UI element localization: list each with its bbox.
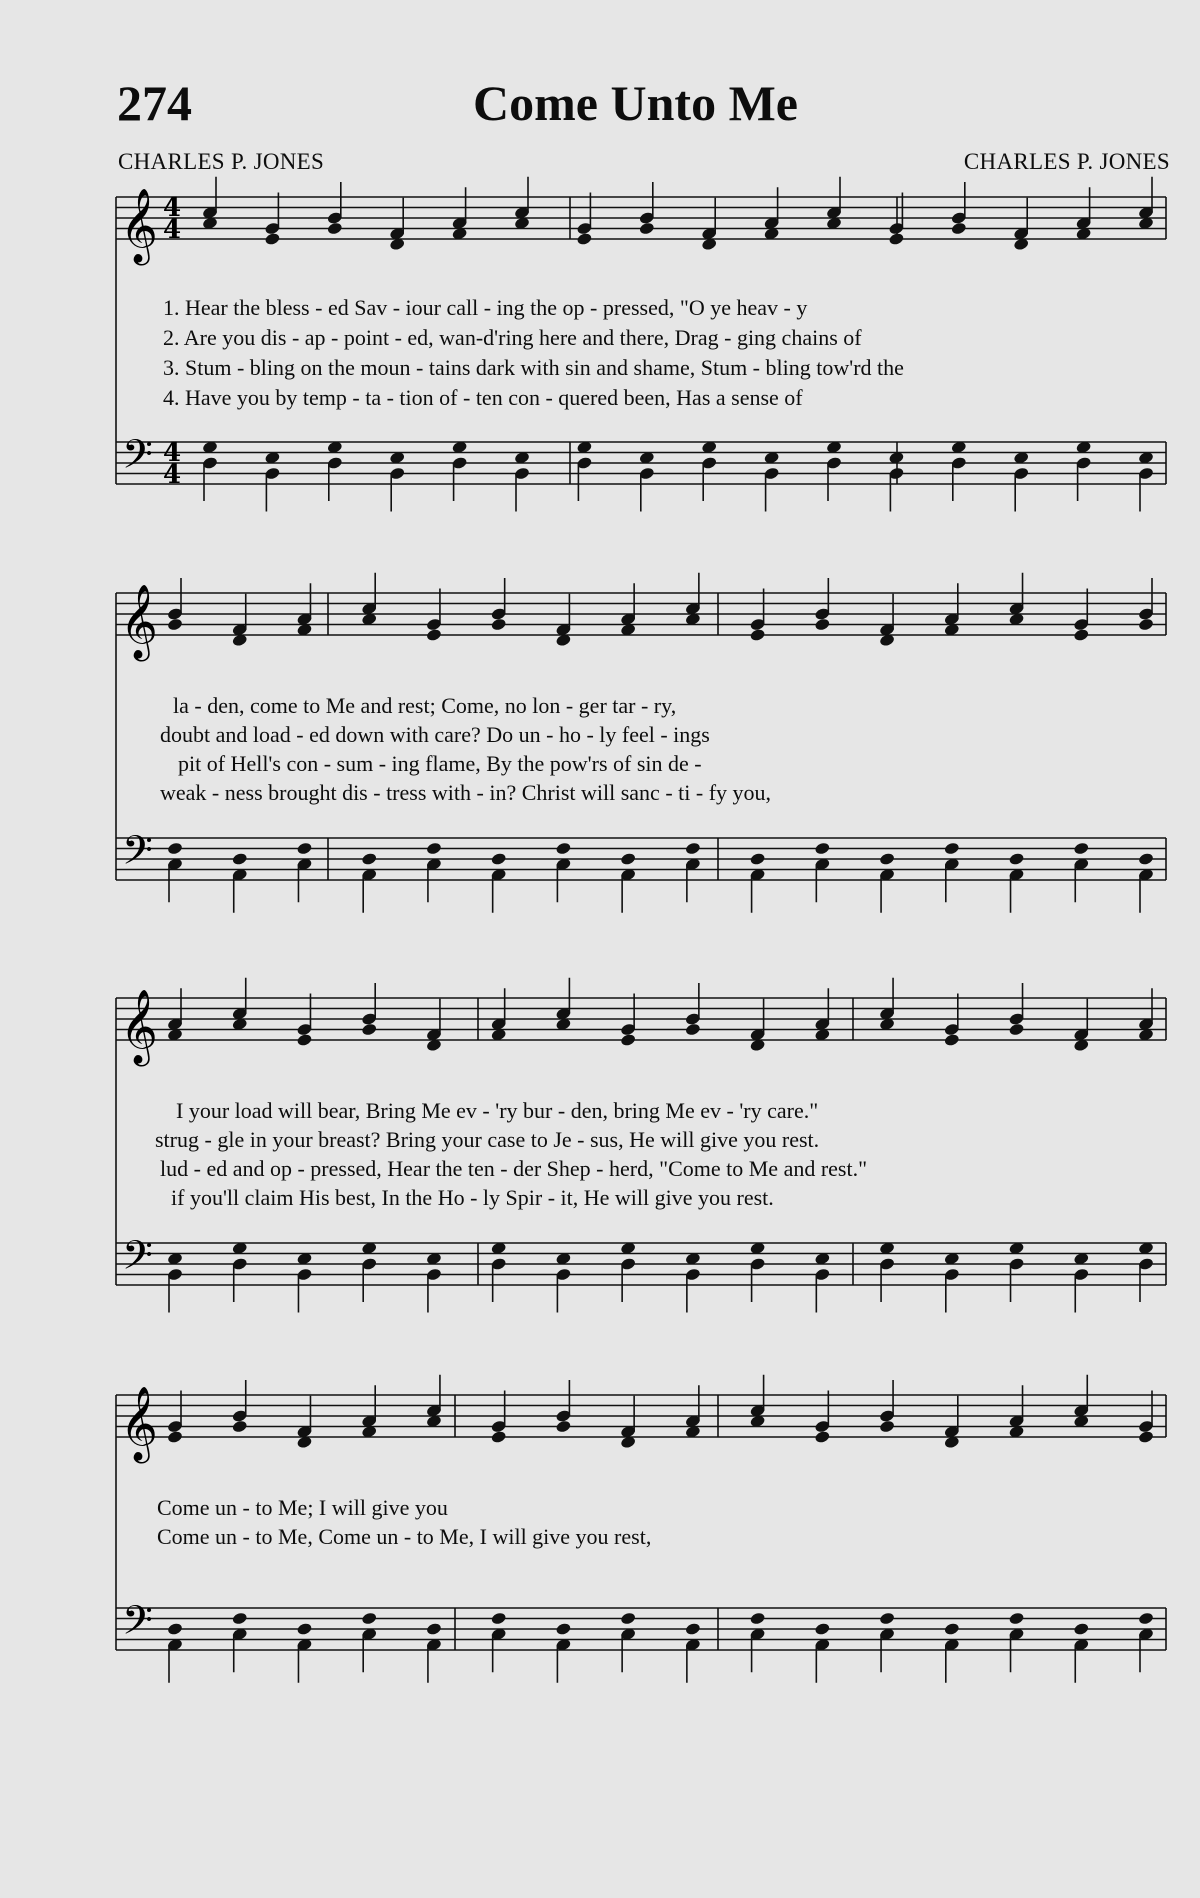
bass-note-head [879, 852, 896, 866]
lyric-line: lud - ed and op - pressed, Hear the ten - der Shep - herd, "Come to Me and rest." [160, 1156, 868, 1181]
treble-note-head [685, 1022, 702, 1036]
treble-note-head [264, 232, 281, 246]
bass-note-head [1073, 841, 1090, 855]
bass-note-head [1073, 1622, 1090, 1636]
bass-note-head [685, 1622, 702, 1636]
bass-note-head [749, 1611, 766, 1625]
bass-note-head [490, 1611, 507, 1625]
treble-note-head [944, 1033, 961, 1047]
bass-note-head [231, 852, 248, 866]
lyric-line: 2. Are you dis - ap - point - ed, wan-d'ring here and there, Drag - ging chains of [163, 325, 862, 350]
treble-note-head [490, 1430, 507, 1444]
bass-note-head [1008, 1611, 1025, 1625]
lyric-line: if you'll claim His best, In the Ho - ly Spir - it, He will give you rest. [171, 1185, 774, 1210]
bass-note-head [944, 841, 961, 855]
lyric-line: 4. Have you by temp - ta - tion of - ten con - quered been, Has a sense of [163, 385, 803, 410]
lyric-line: Come un - to Me, Come un - to Me, I will give you rest, [157, 1524, 652, 1549]
time-signature-top: 4 [163, 193, 182, 223]
bass-note-head [555, 1622, 572, 1636]
bass-clef-icon: 𝄢 [122, 1597, 153, 1654]
treble-note-head [814, 1430, 831, 1444]
time-signature-bottom: 4 [163, 460, 182, 490]
hymn-number: 274 [117, 75, 192, 131]
bass-note-head [361, 1611, 378, 1625]
bass-note-head [685, 841, 702, 855]
bass-note-head [426, 841, 443, 855]
bass-note-head [167, 841, 184, 855]
lyric-line: 1. Hear the bless - ed Sav - iour call - ing the op - pressed, "O ye heav - y [163, 295, 808, 320]
treble-note-head [490, 617, 507, 631]
treble-note-head [361, 1022, 378, 1036]
treble-note-head [620, 1033, 637, 1047]
treble-note-head [167, 1430, 184, 1444]
treble-clef-icon: 𝄞 [120, 585, 158, 659]
lyric-line: strug - gle in your breast? Bring your case to Je - sus, He will give you rest. [155, 1127, 820, 1152]
treble-note-head [296, 1033, 313, 1047]
treble-note-head [951, 221, 968, 235]
bass-clef-icon: 𝄢 [122, 431, 153, 488]
music-credit: CHARLES P. JONES [963, 149, 1170, 174]
bass-note-head [555, 841, 572, 855]
treble-clef-icon: 𝄞 [120, 990, 158, 1064]
bass-note-head [1138, 1611, 1155, 1625]
lyric-line: pit of Hell's con - sum - ing flame, By the pow'rs of sin de - [178, 751, 702, 776]
words-credit: CHARLES P. JONES [118, 149, 325, 174]
treble-note-head [576, 232, 593, 246]
bass-note-head [167, 1622, 184, 1636]
lyric-line: Come un - to Me; I will give you [157, 1495, 448, 1520]
treble-clef-icon: 𝄞 [120, 189, 158, 263]
treble-note-head [1008, 1022, 1025, 1036]
bass-note-head [361, 852, 378, 866]
bass-note-head [231, 1611, 248, 1625]
bass-note-head [620, 1611, 637, 1625]
treble-note-head [167, 617, 184, 631]
treble-note-head [231, 1419, 248, 1433]
hymn-title: Come Unto Me [473, 75, 798, 131]
bass-note-head [296, 841, 313, 855]
bass-note-head [620, 852, 637, 866]
bass-note-head [1138, 852, 1155, 866]
treble-note-head [555, 1419, 572, 1433]
time-signature-top: 4 [163, 438, 182, 468]
treble-note-head [879, 1419, 896, 1433]
bass-note-head [814, 1622, 831, 1636]
treble-note-head [888, 232, 905, 246]
bass-note-head [749, 852, 766, 866]
treble-note-head [426, 628, 443, 642]
lyric-line: 3. Stum - bling on the moun - tains dark with sin and shame, Stum - bling tow'rd the [163, 355, 904, 380]
bass-note-head [426, 1622, 443, 1636]
bass-note-head [879, 1611, 896, 1625]
lyric-line: la - den, come to Me and rest; Come, no lon - ger tar - ry, [173, 693, 677, 718]
treble-note-head [1138, 1430, 1155, 1444]
treble-note-head [749, 628, 766, 642]
bass-note-head [944, 1622, 961, 1636]
bass-clef-icon: 𝄢 [122, 1232, 153, 1289]
time-signature-bottom: 4 [163, 215, 182, 245]
lyric-line: doubt and load - ed down with care? Do un - ho - ly feel - ings [160, 722, 710, 747]
treble-clef-icon: 𝄞 [120, 1387, 158, 1461]
lyric-line: I your load will bear, Bring Me ev - 'ry bur - den, bring Me ev - 'ry care." [176, 1098, 819, 1123]
bass-clef-icon: 𝄢 [122, 827, 153, 884]
treble-note-head [639, 221, 656, 235]
treble-note-head [327, 221, 344, 235]
treble-note-head [1138, 617, 1155, 631]
treble-note-head [1073, 628, 1090, 642]
bass-note-head [1008, 852, 1025, 866]
bass-note-head [814, 841, 831, 855]
lyric-line: weak - ness brought dis - tress with - in? Christ will sanc - ti - fy you, [160, 780, 772, 805]
treble-note-head [814, 617, 831, 631]
bass-note-head [490, 852, 507, 866]
bass-note-head [296, 1622, 313, 1636]
